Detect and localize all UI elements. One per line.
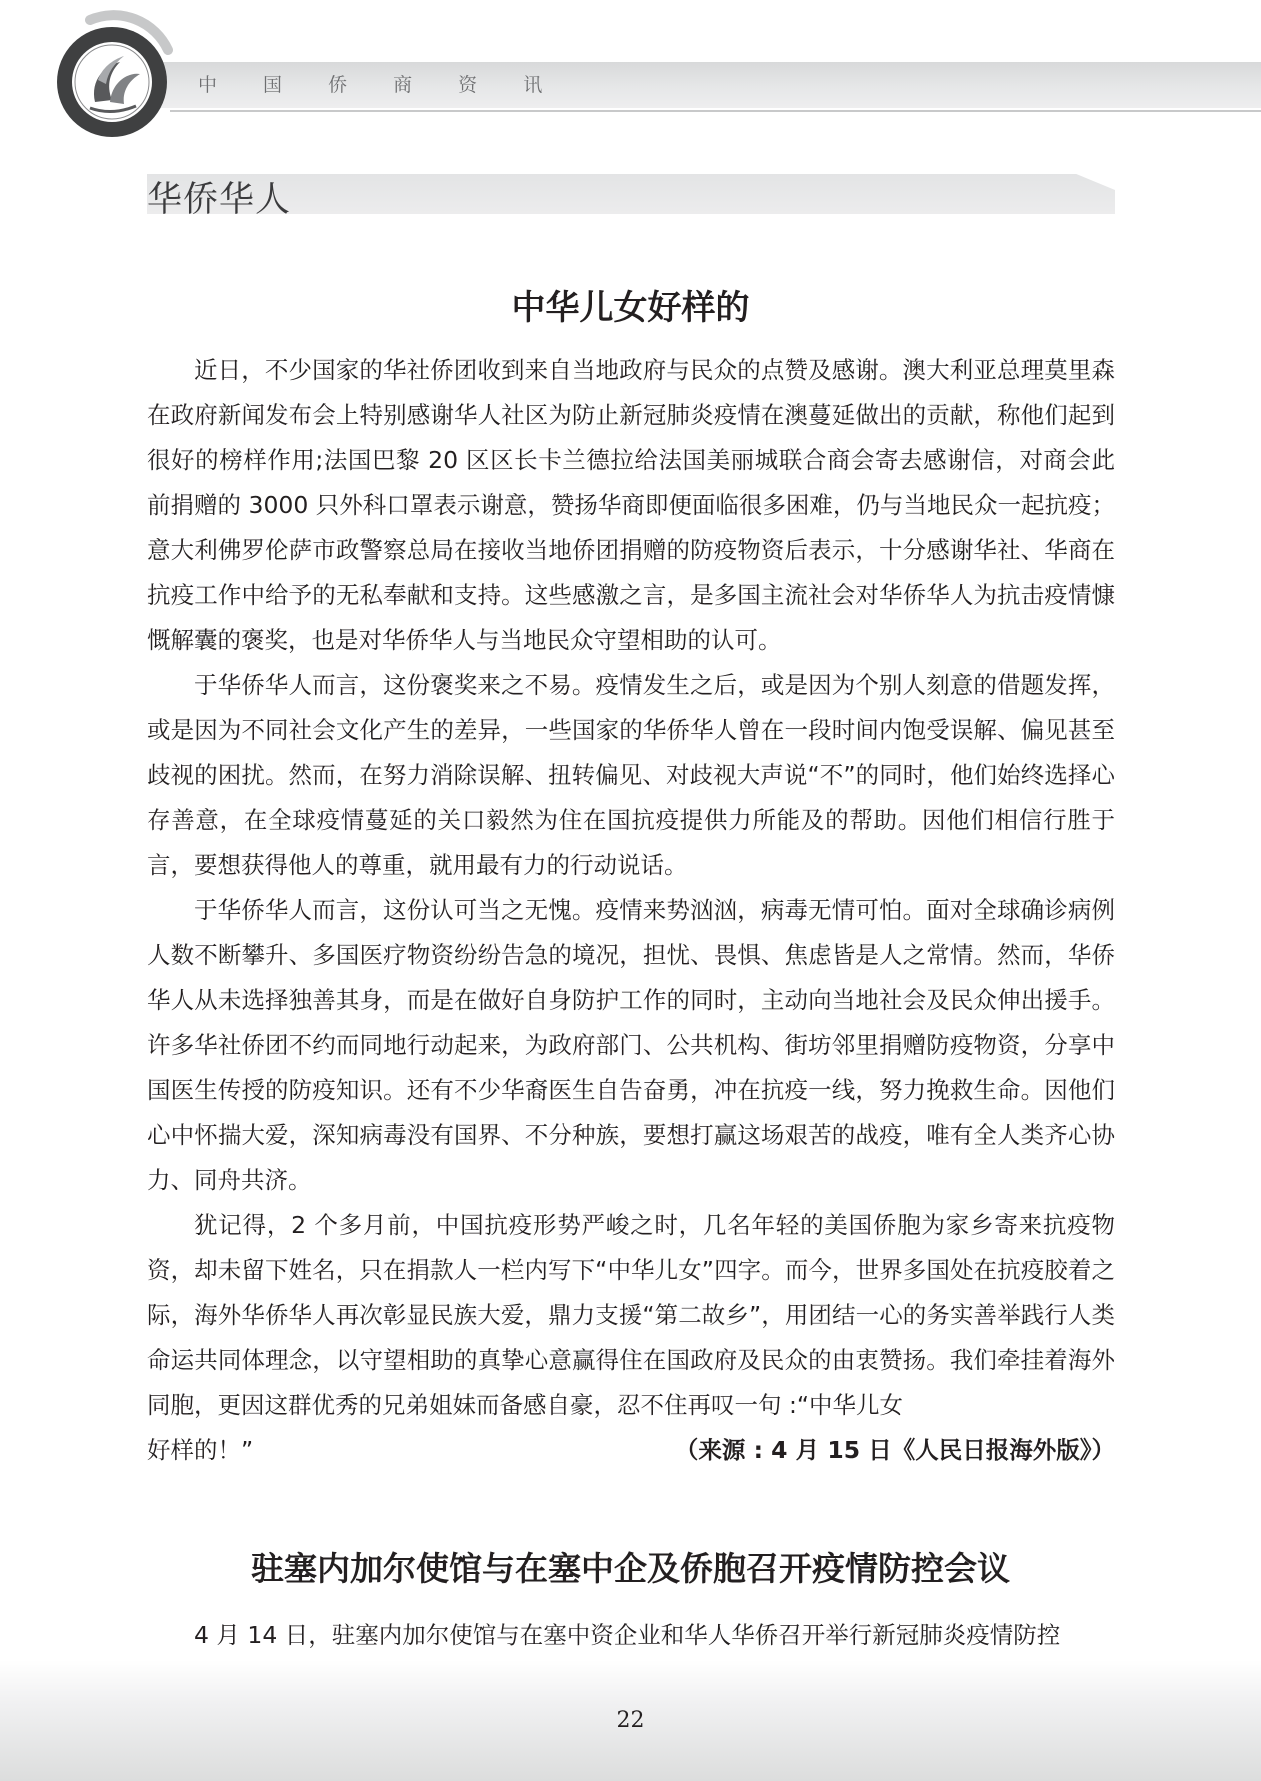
closing-row	[147, 1428, 1115, 1473]
article-title-2: 驻塞内加尔使馆与在塞中企及侨胞召开疫情防控会议	[251, 1549, 1010, 1588]
closing-line: 好样的！”	[147, 1436, 254, 1464]
federation-logo-icon	[50, 10, 180, 140]
paragraph: 于华侨华人而言，这份认可当之无愧。疫情来势汹汹，病毒无情可怕。面对全球确诊病例人数不断攀升、多国医疗物资纷纷告急的境况，担忧、畏惧、焦虑皆是人之常情。然而，华侨华人从未选择独善其身，而是在做好自身防护工作的同时，主动向当地社会及民众伸出援手。许多华社侨团不约而同地行动起来，为政府部门、公共机构、街坊邻里捐赠防疫物资，分享中国医生传授的防疫知识。还有不少华裔医生自告奋勇，冲在抗疫一线，努力挽救生命。因他们心中怀揣大爱，深知病毒没有国界、不分种族，要想打赢这场艰苦的战疫，唯有全人类齐心协力、同舟共济。	[147, 896, 1115, 1194]
header-divider	[170, 110, 1261, 112]
paragraph: 4 月 14 日，驻塞内加尔使馆与在塞中资企业和华人华侨召开举行新冠肺炎疫情防控	[194, 1621, 1061, 1649]
article-body-2	[147, 1613, 1115, 1658]
page-number: 22	[616, 1708, 645, 1733]
paragraph: 犹记得，2 个多月前，中国抗疫形势严峻之时，几名年轻的美国侨胞为家乡寄来抗疫物资，却未留下姓名，只在捐款人一栏内写下“中华儿女”四字。而今，世界多国处在抗疫胶着之际，海外华侨华人再次彰显民族大爱，鼎力支援“第二故乡”，用团结一心的务实善举践行人类命运共同体理念，以守望相助的真挚心意赢得住在国政府及民众的由衷赞扬。我们牵挂着海外同胞，更因这群优秀的兄弟姐妹而备感自豪，忍不住再叹一句 :“中华儿女	[147, 1211, 1115, 1419]
section-label: 华侨华人	[147, 180, 292, 220]
section-label-background	[147, 174, 1115, 214]
article-body	[147, 348, 1115, 1473]
publication-title: 中 国 侨 商 资 讯	[198, 74, 563, 96]
paragraph: 近日，不少国家的华社侨团收到来自当地政府与民众的点赞及感谢。澳大利亚总理莫里森在政府新闻发布会上特别感谢华人社区为防止新冠肺炎疫情在澳蔓延做出的贡献，称他们起到很好的榜样作用;法国巴黎 20 区区长卡兰德拉给法国美丽城联合商会寄去感谢信，对商会此前捐赠的 3000 只外科口罩表示谢意，赞扬华商即便面临很多困难，仍与当地民众一起抗疫；意大利佛罗伦萨市政警察总局在接收当地侨团捐赠的防疫物资后表示，十分感谢华社、华商在抗疫工作中给予的无私奉献和支持。这些感激之言，是多国主流社会对华侨华人为抗击疫情慷慨解囊的褒奖，也是对华侨华人与当地民众守望相助的认可。	[147, 356, 1115, 654]
source-citation: （来源 : 4 月 15 日《人民日报海外版》）	[674, 1436, 1115, 1464]
paragraph: 于华侨华人而言，这份褒奖来之不易。疫情发生之后，或是因为个别人刻意的借题发挥，或是因为不同社会文化产生的差异，一些国家的华侨华人曾在一段时间内饱受误解、偏见甚至歧视的困扰。然而，在努力消除误解、扭转偏见、对歧视大声说“不”的同时，他们始终选择心存善意，在全球疫情蔓延的关口毅然为住在国抗疫提供力所能及的帮助。因他们相信行胜于言，要想获得他人的尊重，就用最有力的行动说话。	[147, 671, 1115, 879]
article-title: 中华儿女好样的	[511, 288, 750, 328]
